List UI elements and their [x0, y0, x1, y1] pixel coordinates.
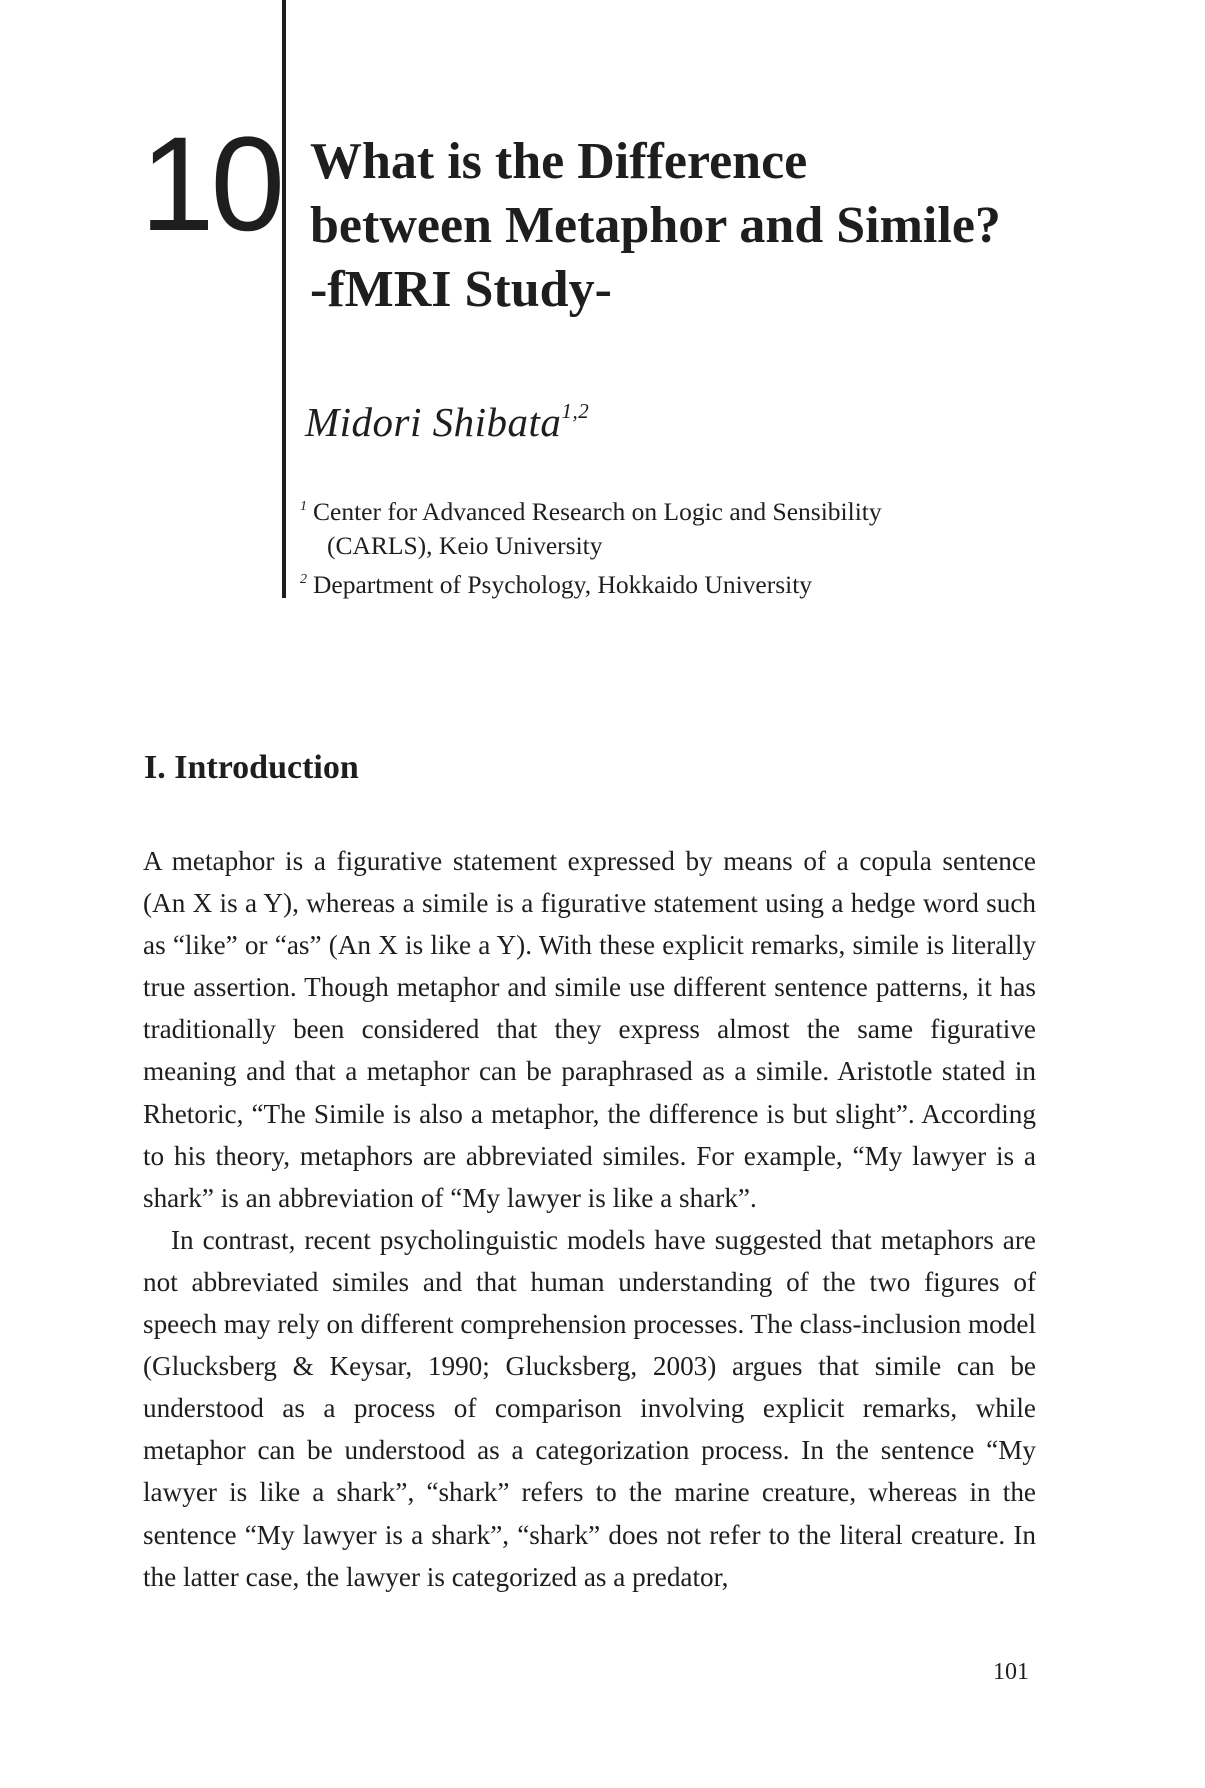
affiliations: [300, 490, 882, 602]
author-line: [305, 398, 589, 447]
paragraph: A metaphor is a figurative statement expressed by means of a copula sentence (An X is a Y), whereas a simile is a figurative statement using a hedge word such as “like” or “as” (An X is like a Y). With these explicit remarks, simile is literally true assertion. Though metaphor and simile use different sentence patterns, it has traditionally been considered that they express almost the same figurative meaning and that a metaphor can be paraphrased as a simile. Aristotle stated in Rhetoric, “The Simile is also a metaphor, the difference is but slight”. According to his theory, metaphors are abbreviated similes. For example, “My lawyer is a shark” is an abbreviation of “My lawyer is like a shark”.: [143, 846, 1036, 1213]
page-number: 101: [993, 1659, 1029, 1685]
chapter-divider-rule: [282, 0, 286, 598]
section-heading: I. Introduction: [144, 749, 359, 786]
chapter-title-line: What is the Difference: [310, 133, 808, 190]
chapter-title-line: -fMRI Study-: [310, 261, 612, 318]
affiliation-marker: 1: [300, 499, 307, 514]
affiliation-text: (CARLS), Keio University: [327, 531, 603, 560]
affiliation-1-continued: [300, 529, 882, 563]
paragraph: In contrast, recent psycholinguistic models have suggested that metaphors are not abbreviated similes and that human understanding of the two figures of speech may rely on different comprehension processes. The class-inclusion model (Glucksberg & Keysar, 1990; Glucksberg, 2003) argues that simile can be understood as a process of comparison involving explicit remarks, while metaphor can be understood as a categorization process. In the sentence “My lawyer is like a shark”, “shark” refers to the marine creature, whereas in the sentence “My lawyer is a shark”, “shark” does not refer to the literal creature. In the latter case, the lawyer is categorized as a predator,: [143, 1224, 1036, 1592]
affiliation-marker: 2: [300, 572, 307, 587]
affiliation-2: [300, 563, 882, 602]
chapter-title: [310, 130, 1170, 322]
affiliation-text: Center for Advanced Research on Logic and Sensibility: [313, 497, 882, 526]
affiliation-text: Department of Psychology, Hokkaido University: [313, 570, 813, 599]
affiliation-1: [300, 490, 882, 529]
chapter-title-line: between Metaphor and Simile?: [310, 197, 1001, 254]
chapter-number: 10: [140, 110, 282, 259]
author-name: Midori Shibata: [305, 399, 562, 445]
author-affiliation-markers: 1,2: [561, 399, 590, 423]
body-text: [143, 840, 1036, 1598]
